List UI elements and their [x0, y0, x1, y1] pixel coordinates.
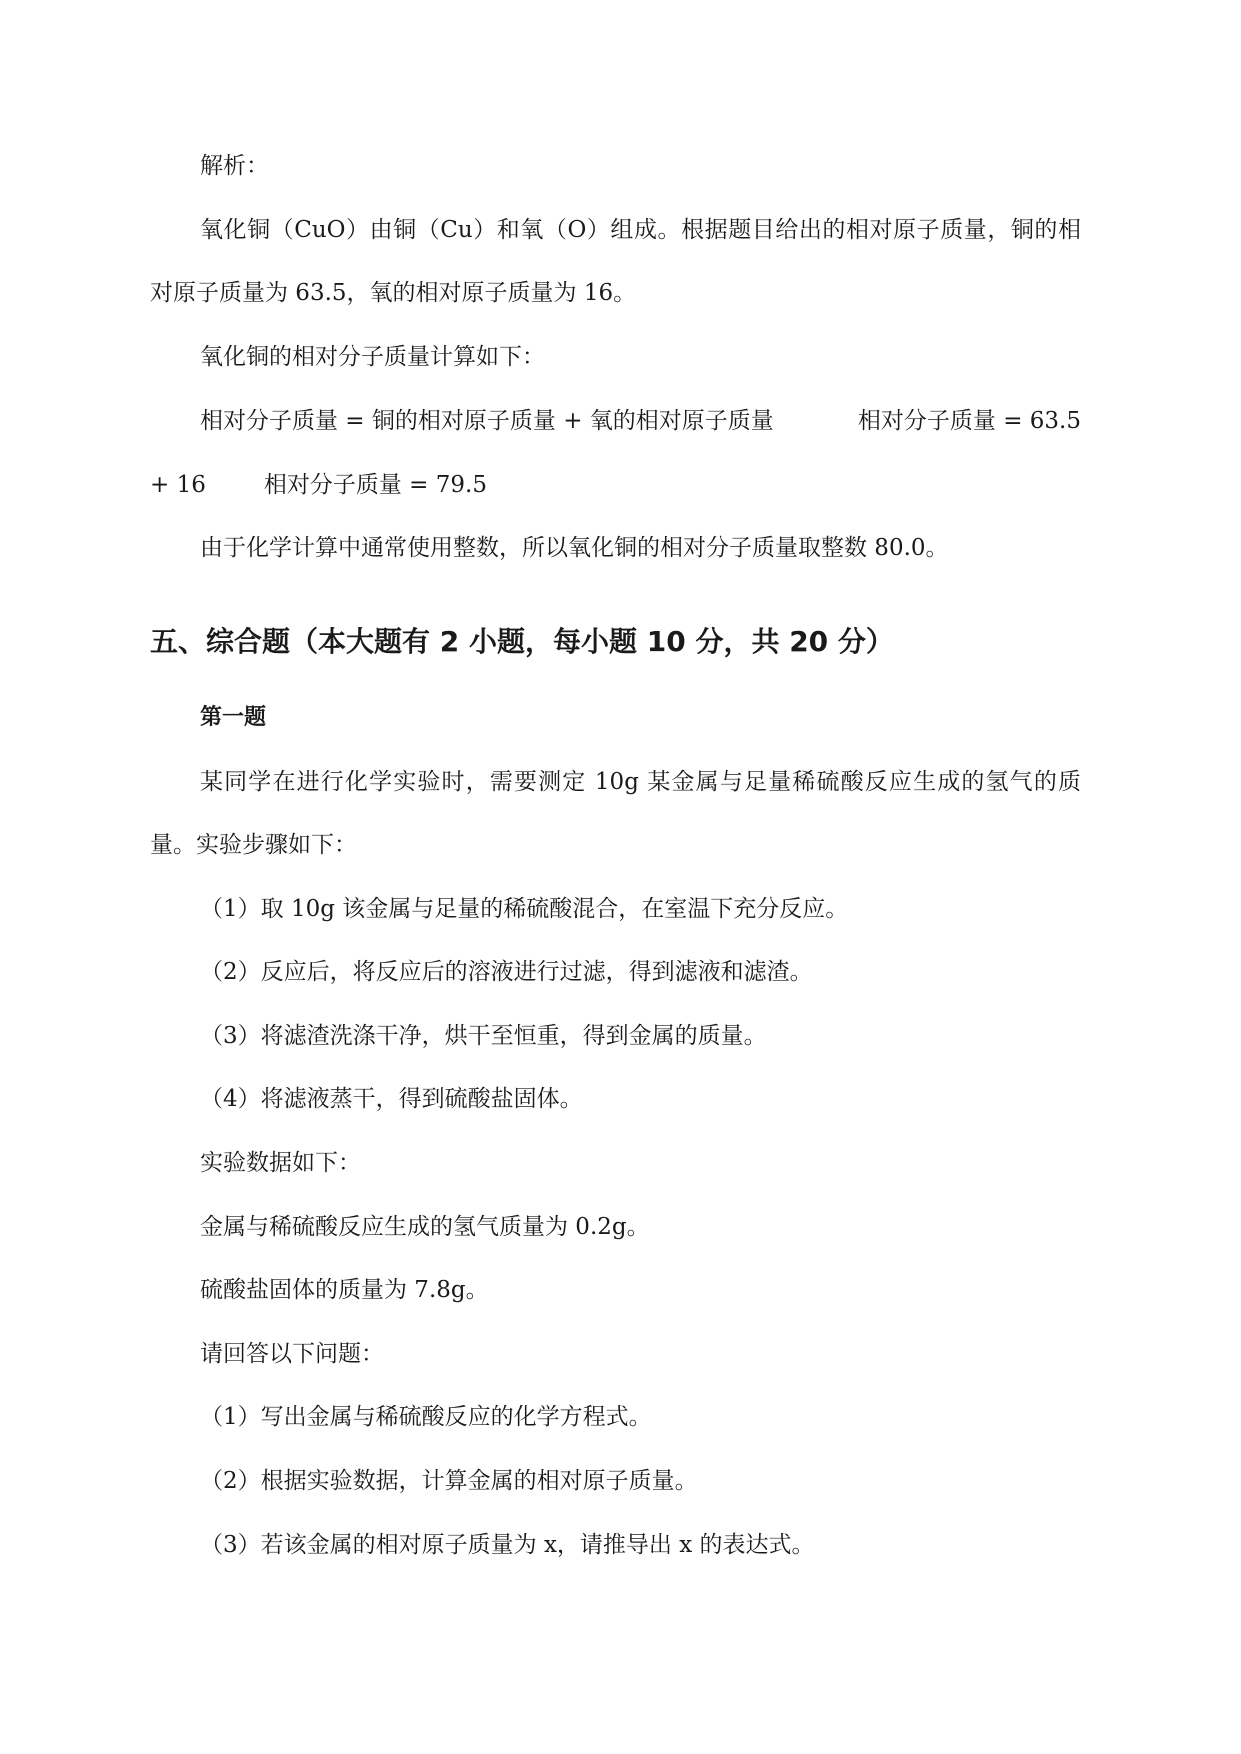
data-item: 硫酸盐固体的质量为 7.8g。: [200, 1277, 489, 1303]
formula-result: 相对分子质量 = 79.5: [263, 472, 487, 498]
analysis-paragraph-2: 氧化铜的相对分子质量计算如下：: [200, 344, 545, 370]
question-item: （1）写出金属与稀硫酸反应的化学方程式。: [200, 1404, 652, 1430]
question-intro-line-1: 某同学在进行化学实验时，需要测定 10g 某金属与足量稀硫酸反应生成的氢气的质: [200, 769, 1081, 795]
analysis-label: 解析：: [200, 153, 269, 179]
analysis-paragraph-3: 由于化学计算中通常使用整数，所以氧化铜的相对分子质量取整数 80.0。: [200, 535, 949, 561]
formula-substitution-start: 相对分子质量 = 63.5: [857, 408, 1081, 434]
question-item: （2）根据实验数据，计算金属的相对原子质量。: [200, 1468, 698, 1494]
data-label: 实验数据如下：: [200, 1150, 361, 1176]
formula-row-2: [150, 470, 487, 500]
step-item: （4）将滤液蒸干，得到硫酸盐固体。: [200, 1086, 583, 1112]
formula-definition: 相对分子质量 = 铜的相对原子质量 + 氧的相对原子质量: [200, 408, 774, 434]
question-item: （3）若该金属的相对原子质量为 x，请推导出 x 的表达式。: [200, 1532, 815, 1558]
analysis-paragraph-1-line-1: 氧化铜（CuO）由铜（Cu）和氧（O）组成。根据题目给出的相对原子质量，铜的相: [200, 217, 1081, 243]
questions-label: 请回答以下问题：: [200, 1341, 384, 1367]
question-intro-line-2: 量。实验步骤如下：: [150, 832, 357, 858]
question-title: 第一题: [200, 705, 267, 730]
step-item: （1）取 10g 该金属与足量的稀硫酸混合，在室温下充分反应。: [200, 896, 849, 922]
analysis-paragraph-1-line-2: 对原子质量为 63.5，氧的相对原子质量为 16。: [150, 280, 637, 306]
section-heading: 五、综合题（本大题有 2 小题，每小题 10 分，共 20 分）: [150, 625, 894, 658]
formula-substitution-end: + 16: [150, 472, 206, 498]
step-item: （3）将滤渣洗涤干净，烘干至恒重，得到金属的质量。: [200, 1023, 767, 1049]
data-item: 金属与稀硫酸反应生成的氢气质量为 0.2g。: [200, 1214, 650, 1240]
formula-row-1: [200, 406, 1081, 436]
step-item: （2）反应后，将反应后的溶液进行过滤，得到滤液和滤渣。: [200, 959, 813, 985]
